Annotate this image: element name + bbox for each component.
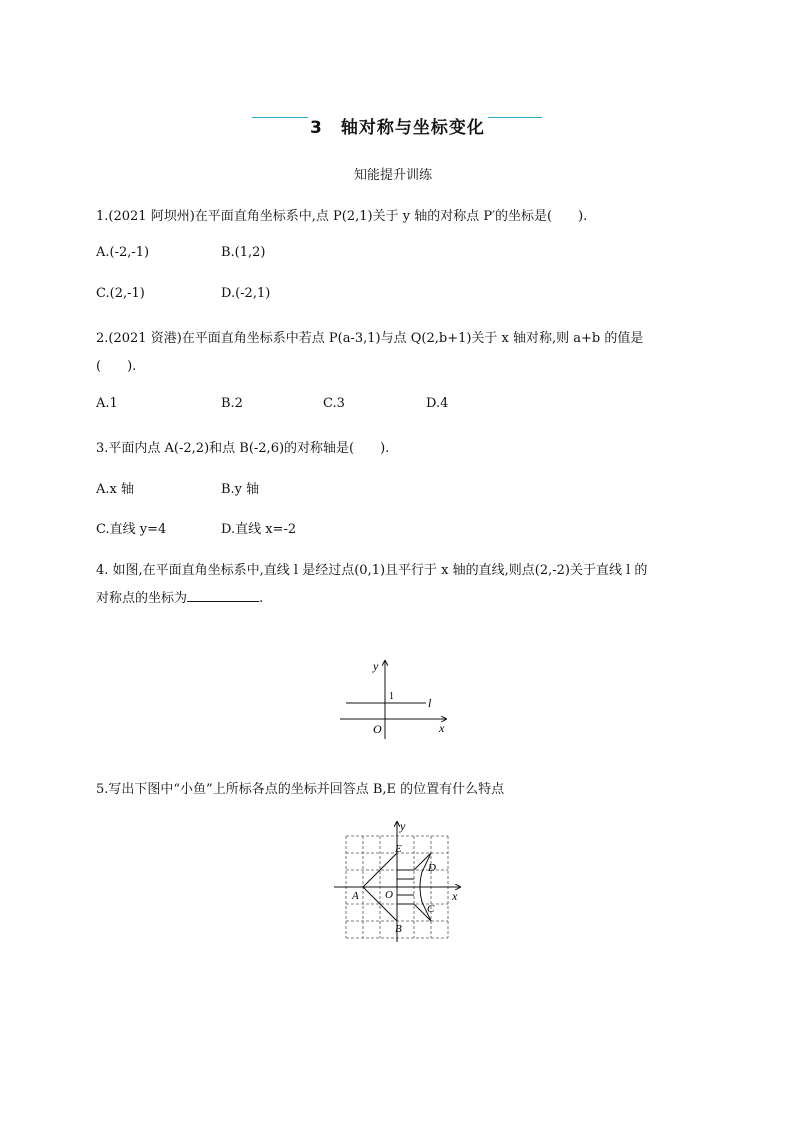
question-1-option-d: D.(-2,1) (221, 286, 271, 301)
figure-2-x-label: x (452, 889, 458, 903)
question-2-stem-cont: ( ). (96, 359, 137, 374)
question-4-stem-end: . (259, 591, 264, 606)
question-2-option-a: A.1 (96, 396, 118, 411)
figure-1-y-label: y (373, 659, 379, 673)
question-3-stem: 3.平面内点 A(-2,2)和点 B(-2,6)的对称轴是( ). (96, 441, 390, 456)
figure-1-coordinate-plane (336, 655, 456, 741)
question-2-option-b: B.2 (221, 396, 243, 411)
question-4-stem: 4. 如图,在平面直角坐标系中,直线 l 是经过点(0,1)且平行于 x 轴的直线,则点(2,-2)关于直线 l 的 (96, 563, 648, 578)
title-rule-right (488, 117, 542, 118)
question-1-stem: 1.(2021 阿坝州)在平面直角坐标系中,点 P(2,1)关于 y 轴的对称点 P′的坐标是( ). (96, 209, 588, 224)
figure-1-x-label: x (439, 721, 445, 735)
figure-2-point-d: D (428, 862, 436, 874)
figure-2-y-label: y (400, 819, 406, 833)
question-1-option-a: A.(-2,-1) (96, 245, 150, 260)
figure-2-fish-grid (330, 818, 466, 946)
title-rule-left (252, 117, 308, 118)
question-1-option-b: B.(1,2) (221, 245, 266, 260)
question-2-stem: 2.(2021 资港)在平面直角坐标系中若点 P(a-3,1)与点 Q(2,b+1)关于 x 轴对称,则 a+b 的值是 (96, 331, 644, 346)
question-2-option-c: C.3 (323, 396, 345, 411)
figure-2-point-e: E (395, 843, 402, 855)
question-4-stem-cont (96, 587, 263, 606)
figure-2-point-a: A (352, 890, 359, 902)
figure-2-point-c: C (427, 903, 435, 915)
figure-1-l-label: l (428, 696, 432, 710)
figure-2-point-b: B (395, 923, 402, 935)
question-4-stem-text: 对称点的坐标为 (96, 591, 188, 606)
question-3-option-b: B.y 轴 (221, 482, 260, 497)
section-subtitle: 知能提升训练 (354, 168, 433, 183)
question-3-option-d: D.直线 x=-2 (221, 522, 297, 537)
page-title: 3 轴对称与坐标变化 (310, 118, 485, 138)
figure-2-origin-label: O (385, 889, 393, 901)
figure-1-origin-label: O (373, 722, 382, 736)
figure-1-tick-label: 1 (389, 691, 394, 702)
question-3-option-c: C.直线 y=4 (96, 522, 167, 537)
answer-blank[interactable] (187, 589, 259, 602)
question-2-option-d: D.4 (426, 396, 449, 411)
question-5-stem: 5.写出下图中“小鱼”上所标各点的坐标并回答点 B,E 的位置有什么特点 (96, 782, 505, 797)
question-3-option-a: A.x 轴 (96, 482, 134, 497)
question-1-option-c: C.(2,-1) (96, 286, 145, 301)
